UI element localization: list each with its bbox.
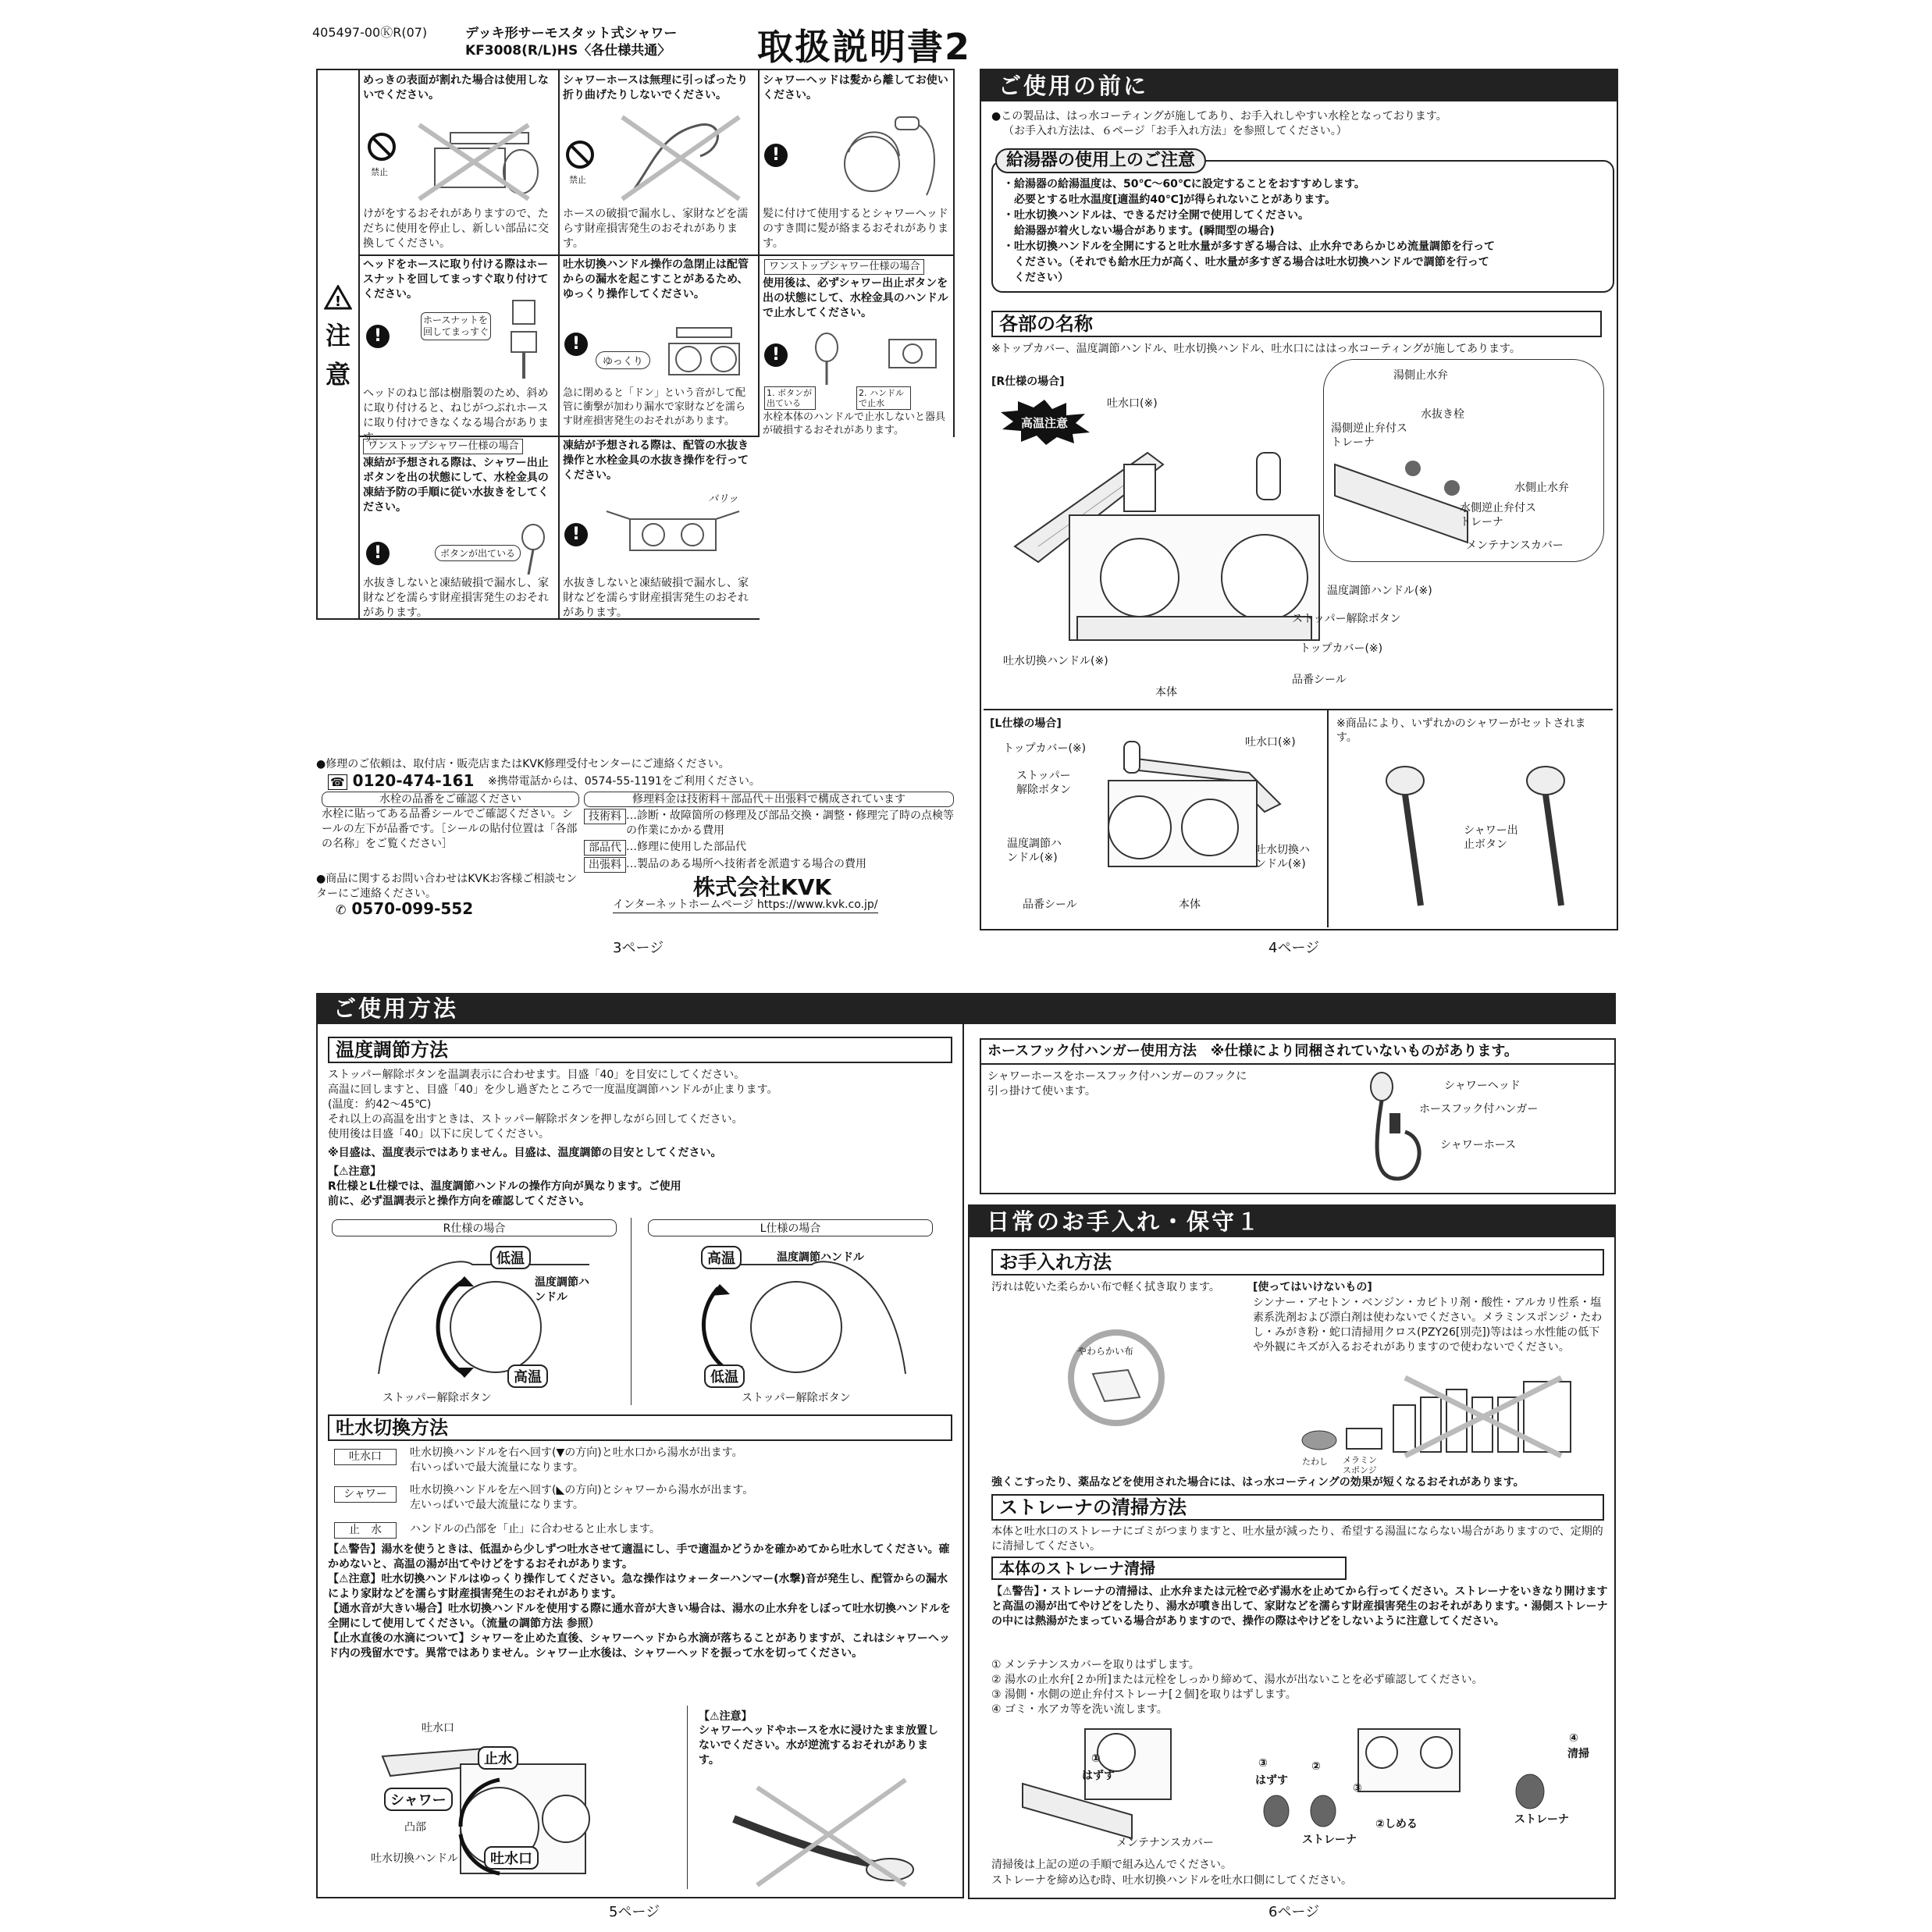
caution-cell-3-body: 髪に付けて使用するとシャワーヘッドのすき間に髪が絡まるおそれがあります。 [763,208,948,250]
r-label-hot-valve: 湯側止水弁 [1393,369,1448,382]
after-cleaning-1: 清掃後は上記の逆の手順で組み込んでください。 [991,1859,1232,1871]
product-line-2: KF3008(R/L)HS〈各仕様共通〉 [465,43,671,59]
page-label-3: 3ページ [613,940,664,956]
inquiry: ●商品に関するお問い合わせはKVKお客様ご相談センターにご連絡ください。 [316,873,578,900]
l-handle-label: 温度調節ハンドル [777,1251,864,1264]
one-stop-tag: ワンストップシャワー仕様の場合 [764,259,924,275]
switch-label-spout-top: 吐水口 [422,1722,454,1735]
shower-button-label: シャワー出止ボタン [1464,824,1518,851]
caution-cell-6-title: 使用後は、必ずシャワー出止ボタンを出の状態にして、水栓金具のハンドルで止水してください。 [763,277,948,319]
step-3-mark: ③ [1258,1757,1268,1770]
switch-row-stop: ハンドルの凸部を「止」に合わせると止水します。 [410,1523,660,1535]
usage-warnings: 【⚠警告】湯水を使うときは、低温から少しずつ吐水させて適温にし、手で適温かどうかを確かめてから吐水してください。確かめないと、高温の湯が出てやけどをするおそれがあります。 【⚠注意】吐水切換ハンドルはゆっくり操作してください。急な操作はウォーターハンマー(水撃)音が発生し、配管からの漏水により家財などを濡らす財産損害発生のおそれがあります。 【通水音が大きい場合】吐水切換ハンドルを使用する際に通水音が大きい場合は、湯水の止水弁をしぼって吐水切換ハンドルを全開にして使用してください。（流量の調節方法 参照） 【止水直後の水滴について】シャワーを止めた直後、シャワーヘッドから水滴が落ちることがありますが、これはシャワーヘッド内の残留水です。異常ではありません。シャワー止水後は、シャワーヘッドを振って水を切ってください。 [328,1543,951,1660]
body-strainer-title: 本体のストレーナ清掃 [991,1557,1347,1580]
r-label-switch-handle: 吐水切換ハンドル(※) [1003,655,1108,667]
before-use-header: ご使用の前に [981,70,1617,101]
l-case-label: L仕様の場合 [648,1219,933,1236]
l-label-top-cover: トップカバー(※) [1003,742,1087,755]
mandatory-icon: ! [564,333,588,356]
l-label-temp-handle: 温度調節ハンドル(※) [1007,838,1062,864]
strainer-body: 本体と吐水口のストレーナにゴミがつまりますと、吐水量が減ったり、希望する湯温にならない場合がありますので、定期的に清掃してください。 [991,1525,1603,1553]
page-label-5: 5ページ [609,1904,660,1920]
l-label-switch-handle: 吐水切換ハンドル(※) [1255,844,1310,870]
before-use-intro-1: ●この製品は、はっ水コーティングが施してあり、お手入れしやすい水栓となっております。 [991,110,1447,123]
one-stop-shower-illustration [795,332,952,386]
step-3b-mark: ③ [1353,1782,1362,1795]
r-label-cold-strainer: 水側逆止弁付ストレーナ [1460,502,1536,528]
handle-stop-callout: 2. ハンドルで止水 [856,386,911,410]
hook-label-hanger: ホースフック付ハンガー [1419,1103,1539,1115]
r-label-cold-valve: 水側止水弁 [1514,482,1569,494]
l-low-label: 高温 [701,1246,742,1269]
r-handle-label: 温度調節ハンドル [535,1276,589,1304]
caution-cell-2-body: ホースの破損で漏水し、家財などを濡らす財産損害発生のおそれがあります。 [563,208,749,250]
switch-tag-shower: シャワー [334,1486,397,1503]
forbidden-items-illustration [1296,1374,1592,1460]
mandatory-icon: ! [764,343,788,367]
caution-grid [316,69,955,620]
crack-sound-label: パリッ [708,493,738,505]
r-label-hot-strainer: 湯側逆止弁付ストレーナ [1331,422,1407,449]
caution-label-1: 注 [326,321,351,350]
part-check-body: 水栓に貼ってある品番シールでご確認ください。シールの左下が品番です。［シールの貼付位置は「各部の名称」をご覧ください］ [322,808,578,850]
prohibited-label: 禁止 [371,167,388,177]
caution-cell-6-body: 水栓本体のハンドルで止水しないと器具が破損するおそれがあります。 [763,411,946,436]
r-label-part-seal: 品番シール [1292,674,1347,686]
fee-row: 部品代 …修理に使用した部品代 [584,840,955,856]
l-label-stopper: ストッパー解除ボタン [1016,770,1071,796]
r-stopper-label: ストッパー解除ボタン [382,1392,492,1404]
mandatory-icon: ! [764,144,788,167]
r-label-stopper: ストッパー解除ボタン [1292,613,1401,625]
l-high-label: 低温 [704,1364,745,1388]
fee-row: 技術料 …診断・故障箇所の修理及び部品交換・調整・修理完了時の点検等の作業にかかる費用 [584,809,955,838]
before-use-intro-2: （お手入れ方法は、６ページ「お手入れ方法」を参照してください。） [1003,125,1347,137]
button-out-callout: 1. ボタンが出ている [764,386,816,410]
switch-title: 吐水切換方法 [328,1414,952,1441]
hook-illustration [1358,1069,1436,1187]
caution-cell-7-title: 凍結が予想される際は、シャワー出止ボタンを出の状態にして、水栓金具の凍結予防の手順に従い水抜きをしてください。 [363,457,549,514]
caution-side [318,70,360,618]
l-label-part-seal: 品番シール [1023,898,1077,911]
repair-request: ●修理のご依頼は、取付店・販売店またはKVK修理受付センターにご連絡ください。 [316,758,730,770]
r-high-label: 高温 [507,1364,548,1388]
shower-button-illustration [511,523,555,578]
r-temp-diagram [371,1241,597,1389]
usage-header: ご使用方法 [316,993,1616,1024]
l-stopper-label: ストッパー解除ボタン [742,1392,851,1404]
r-label-top-cover: トップカバー(※) [1300,642,1383,655]
fee-title: 修理料金は技術料＋部品代＋出張料で構成されています [584,792,954,807]
fee-row: 出張料 …製品のある場所へ技術者を派遣する場合の費用 [584,857,955,873]
mandatory-icon: ! [366,325,390,348]
repair-phone: ☎ 0120-474-161 [328,771,474,790]
slowly-callout: ゆっくり [596,351,650,369]
caution-cell-8-title: 凍結が予想される際は、配管の水抜き操作と水栓金具の水抜き操作を行ってください。 [563,439,749,482]
water-heater-title: 給湯器の使用上のご注意 [995,148,1206,173]
one-stop-tag: ワンストップシャワー仕様の場合 [363,439,523,454]
fee-list [584,809,955,873]
item-melamine: メラミンスポンジ [1343,1455,1377,1475]
caution-cell-1-title: めっきの表面が割れた場合は使用しないでください。 [363,74,549,101]
prohibited-label: 禁止 [569,175,586,185]
l-label-body: 本体 [1179,898,1201,911]
parts-note: ※トップカバー、温度調節ハンドル、吐水切換ハンドル、吐水口にははっ水コーティングが施してあります。 [991,343,1521,355]
hair-shower-illustration [802,109,950,203]
phone-icon: ✆ [336,902,347,917]
care-method-body: 汚れは乾いた柔らかい布で軽く拭き取ります。 [991,1281,1220,1293]
forbidden-body: シンナー・アセトン・ベンジン・カビトリ剤・酸性・アルカリ性系・塩素系洗剤および漂白剤は使わないでください。メラミンスポンジ・たわし・みがき粉・蛇口清掃用クロス(PZY26[別売])等ははっ水性能の低下や外観にキズが入るおそれがありますので使わないでください。 [1253,1297,1603,1354]
switch-row-spout: 吐水切換ハンドルを右へ回す(▼の方向)と吐水口から湯水が出ます。 右いっぱいで最大流量になります。 [410,1446,743,1474]
frozen-pipe-illustration [599,503,747,570]
r-label-temp-handle: 温度調節ハンドル(※) [1327,585,1432,597]
hot-caution-text: 高温注意 [1020,416,1069,430]
l-spec-label: [L仕様の場合] [990,717,1062,730]
step-2-tighten: ②しめる [1375,1818,1418,1831]
hook-body: シャワーホースをホースフック付ハンガーのフックに引っ掛けて使います。 [987,1070,1247,1098]
caution-label-2: 意 [326,360,351,390]
hose-nut-illustration [497,297,552,382]
switch-label-protrusion: 凸部 [404,1821,426,1834]
hook-label-head: シャワーヘッド [1444,1080,1521,1092]
mandatory-icon: ! [366,542,390,565]
doc-title: 取扱説明書2 [757,26,972,68]
rub-warning: 強くこすったり、薬品などを使用された場合には、はっ水コーティングの効果が短くなるおそれがあります。 [991,1476,1525,1489]
r-label-spout: 吐水口(※) [1107,397,1158,410]
strainer-steps-diagram [1015,1721,1577,1850]
hose-nut-callout: ホースナットを回してまっすぐ [421,312,491,340]
temp-lines: ストッパー解除ボタンを温調表示に合わせます。目盛「40」を目安にしてください。 高温に回しますと、目盛「40」を少し過ぎたところで一度温度調節ハンドルが止まります。 (温度：約42～45℃) それ以上の高温を出すときは、ストッパー解除ボタンを押しながら回してください。 使用後は目盛「40」以下に戻してください。 [328,1069,778,1140]
step-4-mark: ④ [1569,1732,1578,1745]
r-spec-label: [R仕様の場合] [991,375,1065,388]
care-header: 日常のお手入れ・保守１ [970,1206,1614,1237]
caution-cell-5-body: 急に閉めると「ドン」という音がして配管に衝撃が加わり漏水で家財などを濡らす財産損害発生のおそれがあります。 [563,387,746,427]
shower-note: ※商品により、いずれかのシャワーがセットされます。 [1336,717,1586,744]
caution-cell-4-body: ヘッドのねじ部は樹脂製のため、斜めに取り付けると、ねじがつぶれホースに取り付けできなくなる場合があります。 [363,387,549,444]
prohibited-icon [564,139,596,170]
step-strainer-label: ストレーナ [1302,1834,1357,1846]
caution-cell-2-title: シャワーホースは無理に引っぱったり折り曲げたりしないでください。 [563,74,749,101]
caution-cell-5-title: 吐水切換ハンドル操作の急閉止は配管からの漏水を起こすことがあるため、ゆっくり操作してください。 [563,258,749,301]
submerged-shower-illustration [726,1772,921,1889]
step-3-remove: はずす [1255,1774,1288,1787]
part-check-title: 水栓の品番をご確認ください [322,792,579,807]
prohibited-icon [366,131,397,162]
step-2-mark: ② [1311,1760,1321,1773]
submerge-text: シャワーヘッドやホースを水に浸けたまま放置しないでください。水が逆流するおそれがあります。 [699,1724,939,1767]
step-4-clean: 清掃 [1567,1748,1589,1760]
r-case-label: R仕様の場合 [332,1219,617,1236]
switch-tag-spout: 吐水口 [334,1449,397,1465]
r-label-drain-plug: 水抜き栓 [1421,408,1464,421]
product-line-1: デッキ形サーモスタット式シャワー [465,26,678,41]
step-maint-cover: メンテナンスカバー [1116,1837,1214,1849]
l-label-spout: 吐水口(※) [1245,736,1296,749]
warning-triangle-icon [324,285,352,310]
switch-label-shower: シャワー [384,1788,453,1811]
hook-title: ホースフック付ハンガー使用方法 ※仕様により同梱されていないものがあります。 [980,1038,1616,1065]
hose-bend-illustration [607,109,747,203]
switch-label-stop: 止水 [478,1746,518,1770]
switch-label-handle: 吐水切換ハンドル [371,1852,458,1865]
item-tawashi: たわし [1302,1457,1328,1467]
r-low-label: 低温 [490,1246,531,1269]
r-label-body: 本体 [1155,686,1177,699]
parts-title: 各部の名称 [991,311,1602,337]
page-label-6: 6ページ [1268,1904,1320,1920]
temp-title: 温度調節方法 [328,1037,952,1063]
r-label-maint-cover: メンテナンスカバー [1466,539,1564,552]
soft-cloth-illustration [1066,1327,1167,1429]
step-1-remove: はずす [1082,1770,1115,1782]
caution-cell-4-title: ヘッドをホースに取り付ける際はホースナットを回してまっすぐ取り付けてください。 [363,258,549,301]
mandatory-icon: ! [564,523,588,546]
caution-cell-8-body: 水抜きしないと凍結破損で漏水し、家財などを濡らす財産損害発生のおそれがあります。 [563,577,749,619]
step-1-mark: ① [1091,1752,1101,1765]
cracked-plating-illustration [411,117,552,203]
forbidden-title: [使ってはいけないもの] [1253,1281,1372,1293]
temp-note: ※目盛は、温度表示ではありません。目盛は、温度調節の目安としてください。 [328,1147,722,1159]
inquiry-phone: ✆ 0570-099-552 [336,899,474,918]
hook-label-hose: シャワーホース [1440,1139,1517,1151]
caution-cell-3-title: シャワーヘッドは髪から離してお使いください。 [763,74,948,101]
switch-label-spout: 吐水口 [484,1846,539,1870]
button-out-callout: ボタンが出ている [435,545,521,561]
temp-caution-head: 【⚠注意】 [328,1165,382,1178]
svg-text:!: ! [334,294,342,310]
strainer-warning: 【⚠警告】・ストレーナの清掃は、止水弁または元栓で必ず湯水を止めてから行ってください。ストレーナをいきなり開けますと高温の湯が出てやけどをしたり、湯水が噴き出して、家財などを濡らす財産損害発生のおそれがあります。・湯側ストレーナの中には熱湯がたまっている場合がありますので、操作の際はやけどをしないように注意してください。 [991,1585,1608,1628]
step-4-strainer: ストレーナ [1514,1813,1569,1826]
switch-row-shower: 吐水切換ハンドルを左へ回す(◣の方向)とシャワーから湯水が出ます。 左いっぱいで最大流量になります。 [410,1484,754,1511]
switch-tag-stop: 止 水 [334,1522,397,1539]
water-heater-items: ・給湯器の給湯温度は、50℃～60℃に設定することをおすすめします。 必要とする吐水温度[適温約40℃]が得られないことがあります。 ・吐水切換ハンドルは、できるだけ全開で使用してください。 給湯器が着火しない場合があります。(瞬間型の場合) ・吐水切換ハンドルを全開にすると吐水量が多すぎる場合は、止水弁であらかじめ流量調節を行って ください。（それでも給水圧力が高く、吐水量が多すぎる場合は吐水切換ハンドルで調節を行って ください） [1003,178,1495,284]
l-faucet-diagram [1077,726,1311,898]
handle-slow-illustration [653,320,751,390]
repair-mobile: ※携帯電話からは、0574-55-1191をご利用ください。 [488,775,760,788]
after-cleaning-2: ストレーナを締め込む時、吐水切換ハンドルを吐水口側にしてください。 [991,1874,1352,1887]
strainer-steps: ① メンテナンスカバーを取りはずします。 ② 湯水の止水弁[２か所]または元栓をしっかり締めて、湯水が出ないことを必ず確認してください。 ③ 湯側・水側の逆止弁付ストレーナ[２個]を取りはずします。 ④ ゴミ・水アカ等を洗い流します。 [991,1659,1483,1716]
submerge-head: 【⚠注意】 [699,1710,753,1723]
care-method-title: お手入れ方法 [991,1249,1604,1276]
strainer-title: ストレーナの清掃方法 [991,1494,1604,1521]
soft-cloth-label: やわらかい布 [1077,1346,1134,1357]
caution-cell-1-body: けがをするおそれがありますので、ただちに使用を停止し、新しい部品に交換してください。 [363,208,549,250]
company-name: 株式会社KVK [693,874,832,900]
temp-caution: R仕様とL仕様では、温度調節ハンドルの操作方向が異なります。ご使用前に、必ず温調表示と操作方向を確認してください。 [328,1180,681,1208]
page-label-4: 4ページ [1268,940,1320,956]
doc-code: 405497-00ⓀR(07) [312,25,428,40]
caution-cell-7-body: 水抜きしないと凍結破損で漏水し、家財などを濡らす財産損害発生のおそれがあります。 [363,577,549,619]
homepage: インターネットホームページ https://www.kvk.co.jp/ [613,898,878,913]
free-dial-icon: ☎ [328,774,347,790]
